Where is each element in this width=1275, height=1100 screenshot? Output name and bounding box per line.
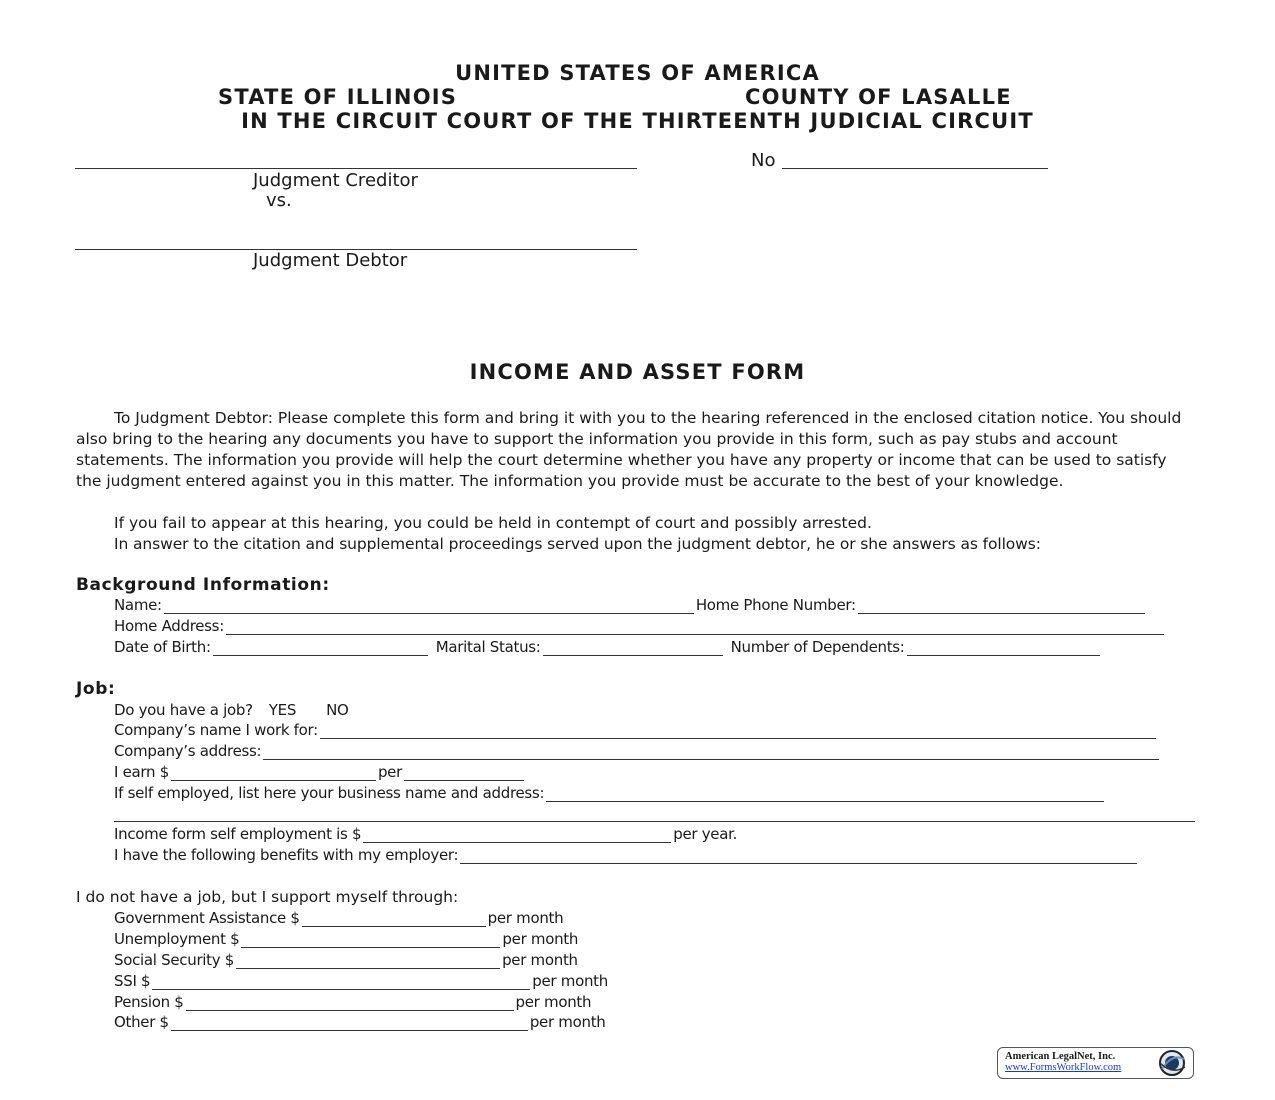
home-address-field[interactable]: [226, 621, 1164, 635]
per-month-label: per month: [502, 930, 579, 948]
self-employed-field[interactable]: [546, 788, 1104, 802]
support-amount-field[interactable]: [171, 1017, 528, 1031]
company-name-field[interactable]: [320, 725, 1156, 739]
support-amount-field[interactable]: [186, 997, 514, 1011]
dob-field[interactable]: [213, 642, 428, 656]
support-amount-field[interactable]: [241, 934, 500, 948]
earn-label: I earn $: [114, 763, 169, 781]
self-income-row: [114, 825, 737, 843]
support-label: Social Security $: [114, 951, 235, 969]
intro-paragraph-2: If you fail to appear at this hearing, you could be held in contempt of court and possibly arrested.: [114, 514, 872, 532]
support-row-pension: [114, 993, 591, 1011]
home-address-label: Home Address:: [114, 617, 224, 635]
self-employed-row: [114, 784, 1106, 802]
name-label: Name:: [114, 596, 162, 614]
have-job-row: [114, 701, 349, 719]
publisher-url[interactable]: www.FormsWorkFlow.com: [1005, 1062, 1122, 1073]
per-month-label: per month: [532, 972, 608, 990]
yes-option[interactable]: YES: [268, 701, 297, 719]
dependents-label: Number of Dependents:: [730, 638, 905, 656]
home-phone-label: Home Phone Number:: [695, 596, 856, 614]
background-heading: Background Information:: [76, 575, 330, 595]
name-row: [114, 596, 1147, 614]
benefits-label: I have the following benefits with my employer:: [114, 846, 459, 864]
dob-row: [114, 638, 1102, 656]
self-income-field[interactable]: [363, 829, 671, 843]
form-title: INCOME AND ASSET FORM: [469, 360, 806, 384]
per-month-label: per month: [487, 909, 564, 927]
globe-icon: [1156, 1049, 1188, 1077]
company-address-field[interactable]: [263, 746, 1159, 760]
benefits-field[interactable]: [460, 850, 1137, 864]
earn-row: [114, 763, 526, 781]
marital-status-field[interactable]: [543, 642, 723, 656]
company-name-row: [114, 721, 1158, 739]
earn-period-field[interactable]: [404, 767, 524, 781]
name-field[interactable]: [164, 600, 694, 614]
support-label: SSI $: [114, 972, 151, 990]
support-label: Unemployment $: [114, 930, 240, 948]
support-amount-field[interactable]: [302, 913, 486, 927]
per-year-label: per year.: [673, 825, 738, 843]
support-row-social-security: [114, 951, 578, 969]
support-row-unemployment: [114, 930, 578, 948]
header-state: STATE OF ILLINOIS: [218, 85, 458, 109]
intro-paragraph-3: In answer to the citation and supplemental proceedings served upon the judgment debtor, he or she answers as follows:: [114, 535, 1041, 553]
support-row-government: [114, 909, 563, 927]
per-month-label: per month: [502, 951, 578, 969]
publisher-logo[interactable]: [997, 1047, 1194, 1079]
support-label: Government Assistance $: [114, 909, 300, 927]
header-country: UNITED STATES OF AMERICA: [455, 61, 820, 85]
marital-status-label: Marital Status:: [435, 638, 541, 656]
creditor-label: Judgment Creditor: [253, 170, 418, 191]
support-row-other: [114, 1013, 605, 1031]
company-address-row: [114, 742, 1161, 760]
self-employed-label: If self employed, list here your business name and address:: [114, 784, 545, 802]
case-number-label: No: [751, 150, 776, 171]
intro-paragraph-1: To Judgment Debtor: Please complete this form and bring it with you to the hearing referenced in the enclosed citation notice. You should also bring to the hearing any documents you have to support the information you provide in this form, such as pay stubs and account statements. The information you provide will help the court determine whether you have any property or income that can be used to satisfy the judgment entered against you in this matter. The information you provide must be accurate to the best of your knowledge.: [76, 409, 1182, 490]
no-option[interactable]: NO: [326, 701, 349, 719]
earn-per-label: per: [377, 763, 402, 781]
support-label: Pension $: [114, 993, 184, 1011]
self-employed-field-2[interactable]: [114, 821, 1195, 822]
home-address-row: [114, 617, 1166, 635]
per-month-label: per month: [515, 993, 592, 1011]
self-income-label: Income form self employment is $: [114, 825, 362, 843]
dependents-field[interactable]: [907, 642, 1100, 656]
earn-amount-field[interactable]: [171, 767, 376, 781]
publisher-name: American LegalNet, Inc.: [1005, 1051, 1116, 1062]
header-court: IN THE CIRCUIT COURT OF THE THIRTEENTH JUDICIAL CIRCUIT: [241, 109, 1034, 133]
header-county: COUNTY OF LASALLE: [745, 85, 1012, 109]
company-name-label: Company’s name I work for:: [114, 721, 318, 739]
support-label: Other $: [114, 1013, 169, 1031]
case-number-line[interactable]: [782, 168, 1048, 169]
creditor-line[interactable]: [75, 168, 637, 169]
per-month-label: per month: [529, 1013, 606, 1031]
benefits-row: [114, 846, 1139, 864]
debtor-label: Judgment Debtor: [253, 250, 408, 271]
dob-label: Date of Birth:: [114, 638, 211, 656]
company-address-label: Company’s address:: [114, 742, 262, 760]
have-job-label: Do you have a job?: [114, 701, 253, 719]
job-heading: Job:: [76, 679, 116, 699]
no-job-heading: I do not have a job, but I support myself through:: [76, 888, 459, 906]
support-amount-field[interactable]: [236, 955, 500, 969]
support-amount-field[interactable]: [152, 976, 530, 990]
vs-label: vs.: [266, 190, 292, 211]
home-phone-field[interactable]: [858, 600, 1145, 614]
support-row-ssi: [114, 972, 608, 990]
